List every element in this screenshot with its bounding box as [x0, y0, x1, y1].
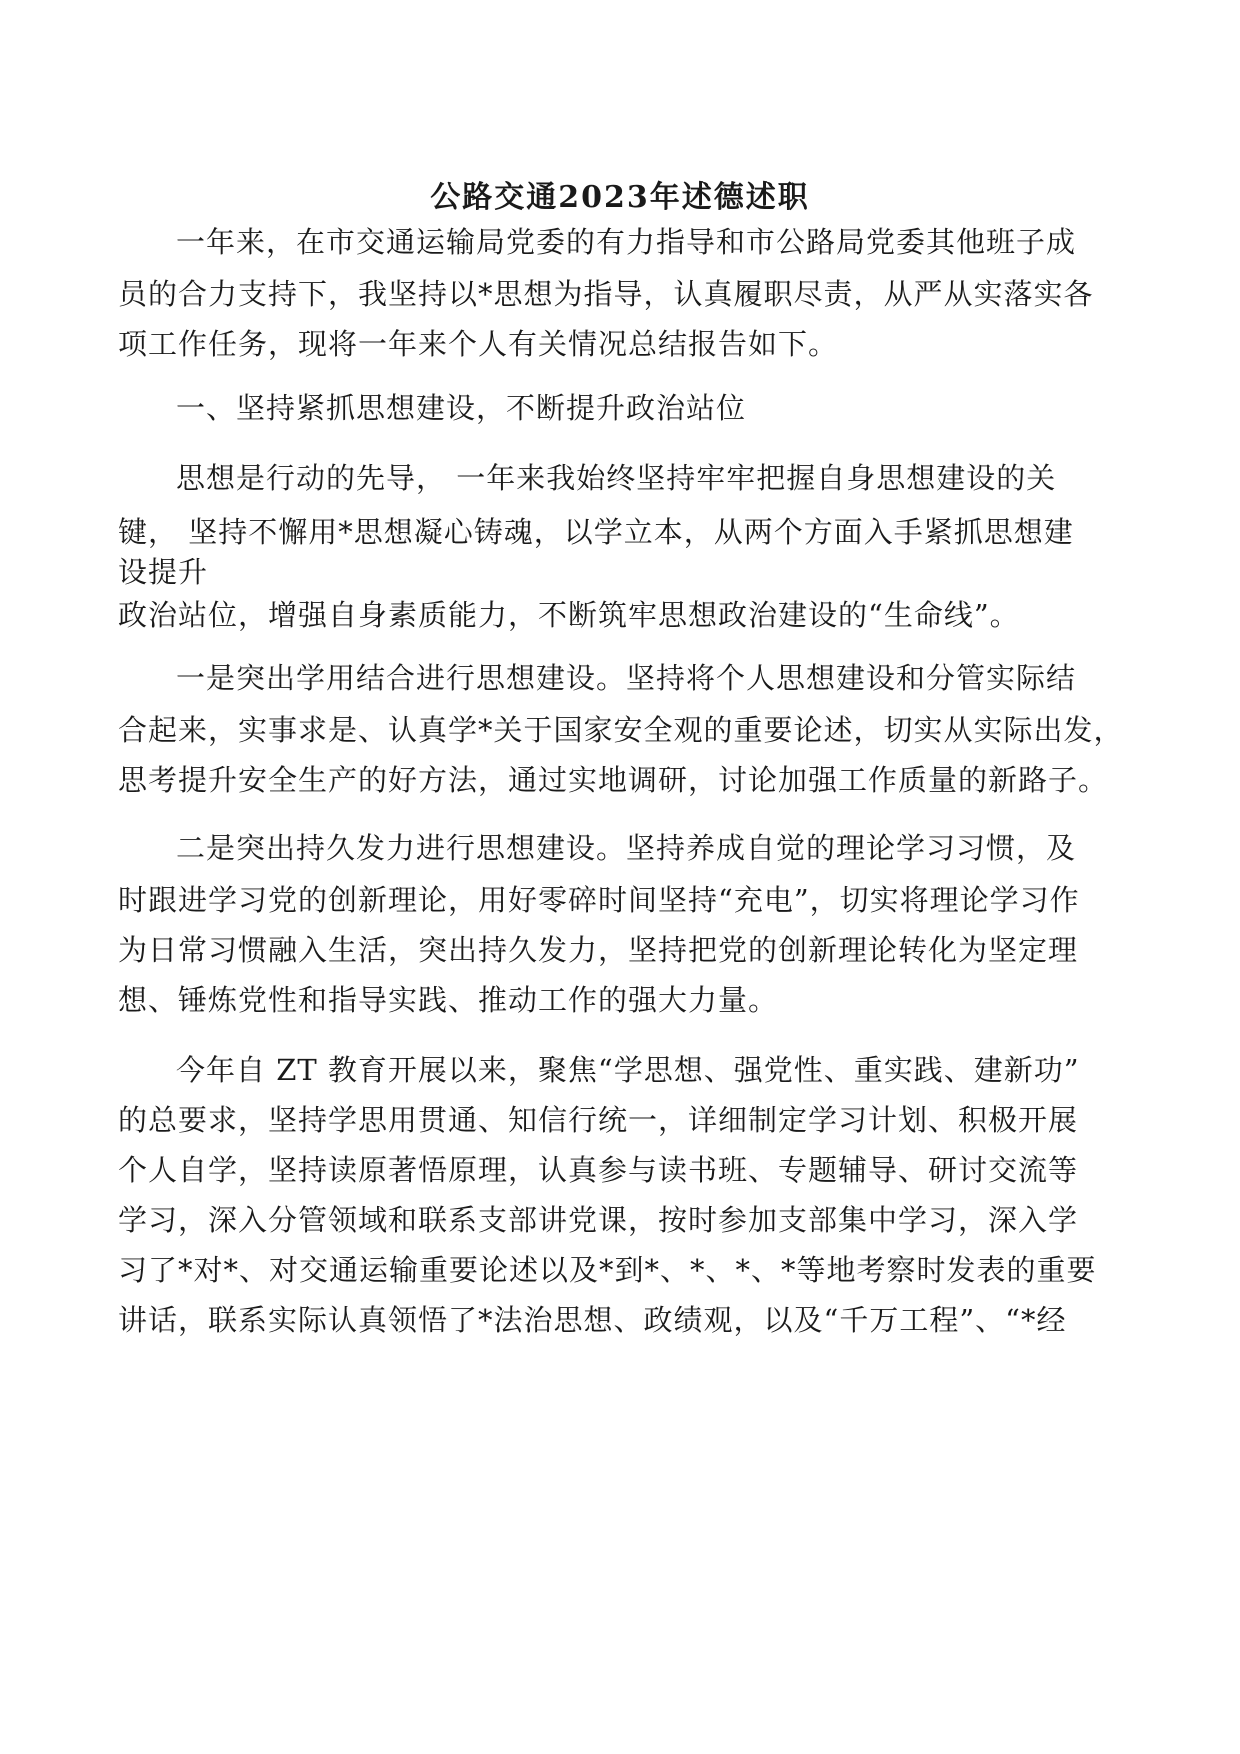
text-line: 二是突出持久发力进行思想建设。坚持养成自觉的理论学习习惯，及	[176, 831, 1077, 865]
text-line: 合起来，实事求是、认真学*关于国家安全观的重要论述，切实从实际出发，	[118, 713, 1124, 747]
text-line: 设提升	[118, 555, 209, 589]
section-heading: 一、坚持紧抓思想建设，不断提升政治站位	[176, 391, 747, 425]
text-line: 的总要求，坚持学思用贯通、知信行统一，详细制定学习计划、积极开展	[118, 1103, 1079, 1137]
text-line: 今年自 ZT 教育开展以来，聚焦“学思想、强党性、重实践、建新功”	[176, 1053, 1080, 1087]
text-line: 思想是行动的先导， 一年来我始终坚持牢牢把握自身思想建设的关	[176, 461, 1057, 495]
text-line: 键， 坚持不懈用*思想凝心铸魂，以学立本，从两个方面入手紧抓思想建	[118, 515, 1074, 549]
text-line: 政治站位，增强自身素质能力，不断筑牢思想政治建设的“生命线”。	[118, 598, 1020, 632]
document-title: 公路交通2023年述德述职	[430, 180, 810, 215]
text-line: 员的合力支持下，我坚持以*思想为指导，认真履职尽责，从严从实落实各	[118, 277, 1094, 311]
text-line: 一是突出学用结合进行思想建设。坚持将个人思想建设和分管实际结	[176, 661, 1077, 695]
text-line: 思考提升安全生产的好方法，通过实地调研，讨论加强工作质量的新路子。	[118, 763, 1109, 797]
text-line: 时跟进学习党的创新理论，用好零碎时间坚持“充电”，切实将理论学习作	[118, 883, 1080, 917]
text-line: 学习，深入分管领域和联系支部讲党课，按时参加支部集中学习，深入学	[118, 1203, 1079, 1237]
text-line: 为日常习惯融入生活，突出持久发力，坚持把党的创新理论转化为坚定理	[118, 933, 1079, 967]
text-line: 个人自学，坚持读原著悟原理，认真参与读书班、专题辅导、研讨交流等	[118, 1153, 1079, 1187]
text-line: 习了*对*、对交通运输重要论述以及*到*、*、*、*等地考察时发表的重要	[118, 1253, 1097, 1287]
text-line: 一年来，在市交通运输局党委的有力指导和市公路局党委其他班子成	[176, 225, 1077, 259]
text-line: 讲话，联系实际认真领悟了*法治思想、政绩观，以及“千万工程”、“*经	[118, 1303, 1067, 1337]
text-line: 项工作任务，现将一年来个人有关情况总结报告如下。	[118, 327, 839, 361]
text-line: 想、锤炼党性和指导实践、推动工作的强大力量。	[118, 983, 779, 1017]
